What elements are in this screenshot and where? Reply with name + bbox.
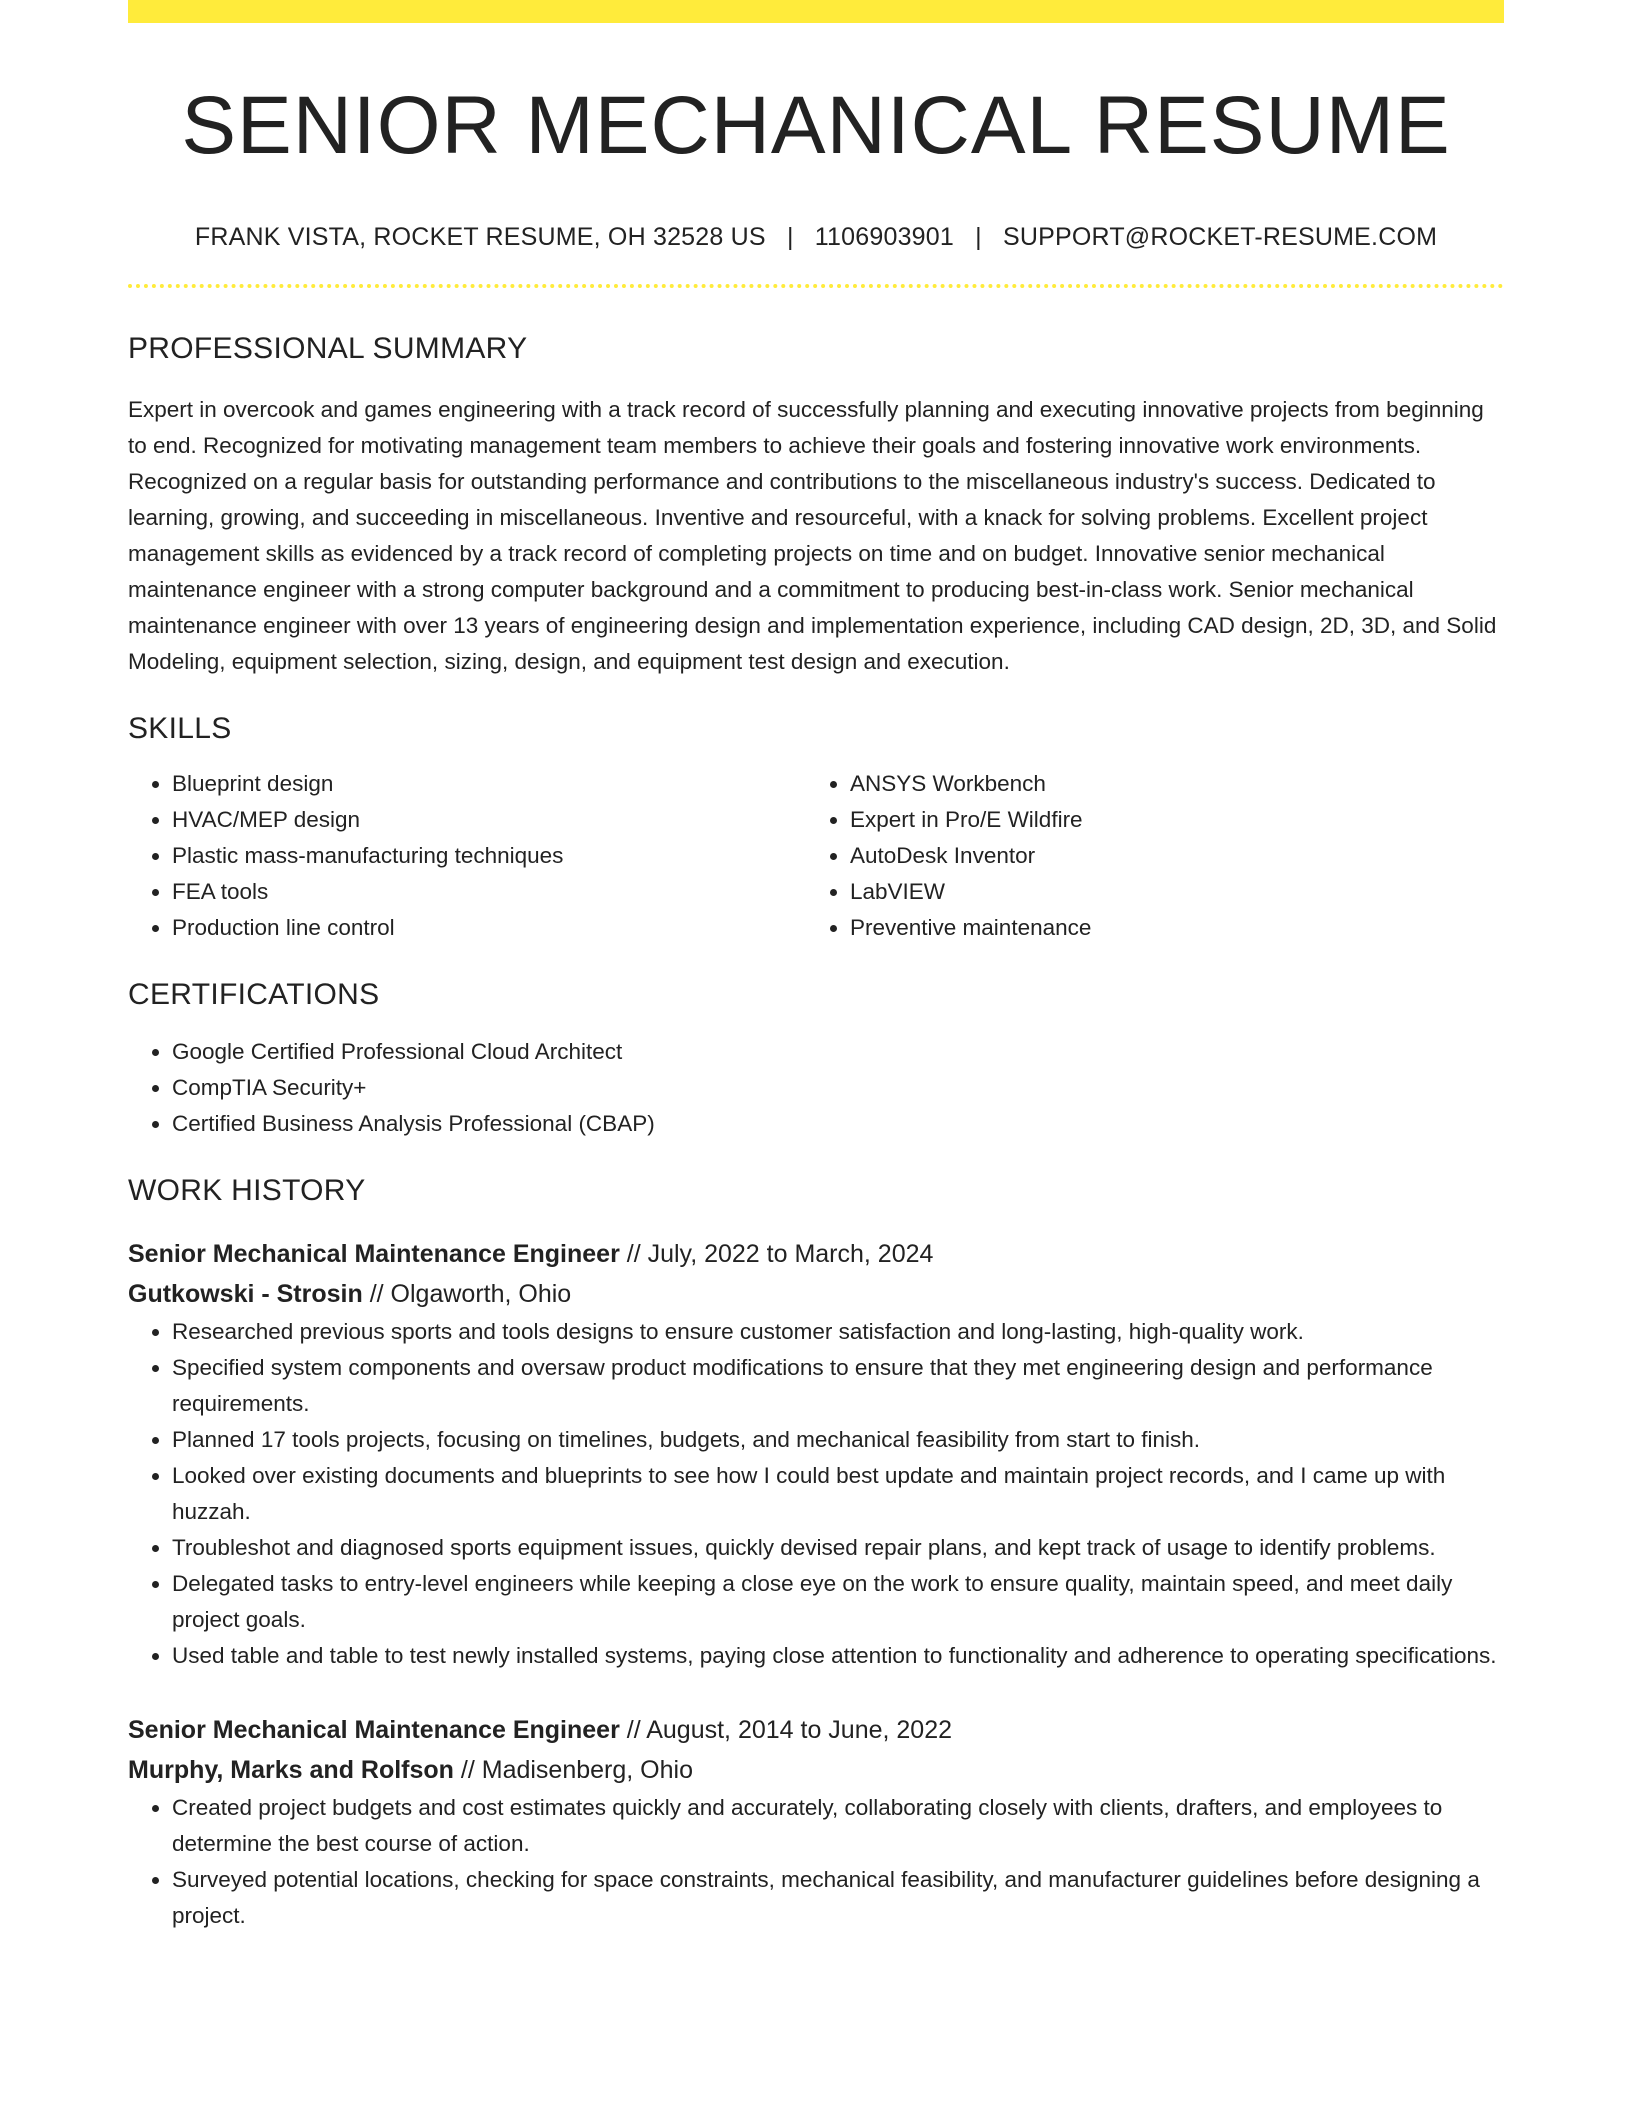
job-dates: // August, 2014 to June, 2022 [626, 1716, 953, 1745]
skill-item: • Blueprint design [172, 766, 806, 802]
skill-item: • Plastic mass-manufacturing techniques [172, 838, 806, 874]
job-entry [128, 1710, 1504, 1934]
resume-title: SENIOR MECHANICAL RESUME [181, 80, 1451, 171]
skills-list [128, 766, 1504, 946]
job-bullet: • Surveyed potential locations, checking for space constraints, mechanical feasibility, and manufacturer guidelines before designing a project. [172, 1862, 1504, 1934]
job-entry [128, 1234, 1504, 1674]
job-bullet: • Used table and table to test newly installed systems, paying close attention to functionality and adherence to operating specifications. [172, 1638, 1504, 1674]
skill-item: • LabVIEW [850, 874, 1484, 910]
skill-item: • HVAC/MEP design [172, 802, 806, 838]
job-bullet: • Specified system components and oversaw product modifications to ensure that they met engineering design and performance requirements. [172, 1350, 1504, 1422]
work-history-heading: WORK HISTORY [128, 1174, 366, 1208]
job-company: Gutkowski - Strosin [128, 1280, 363, 1309]
contact-address: FRANK VISTA, ROCKET RESUME, OH 32528 US [194, 223, 766, 252]
job-bullet: • Planned 17 tools projects, focusing on timelines, budgets, and mechanical feasibility from start to finish. [172, 1422, 1504, 1458]
job-title-line [128, 1234, 1504, 1274]
job-dates: // July, 2022 to March, 2024 [626, 1240, 934, 1269]
certification-item: • Google Certified Professional Cloud Architect [172, 1034, 1504, 1070]
contact-line [128, 223, 1504, 252]
job-title: Senior Mechanical Maintenance Engineer [128, 1716, 620, 1745]
job-title-line [128, 1710, 1504, 1750]
job-title: Senior Mechanical Maintenance Engineer [128, 1240, 620, 1269]
header-divider [128, 284, 1504, 288]
top-accent-bar [128, 0, 1504, 23]
certification-item: • CompTIA Security+ [172, 1070, 1504, 1106]
job-bullet: • Researched previous sports and tools designs to ensure customer satisfaction and long-lasting, high-quality work. [172, 1314, 1504, 1350]
contact-email: SUPPORT@ROCKET-RESUME.COM [1003, 223, 1438, 252]
skills-column-right [806, 766, 1484, 946]
job-bullet: • Created project budgets and cost estimates quickly and accurately, collaborating closely with clients, drafters, and employees to determine the best course of action. [172, 1790, 1504, 1862]
certifications-list [128, 1034, 1504, 1142]
skill-item: • ANSYS Workbench [850, 766, 1484, 802]
job-company-line [128, 1274, 1504, 1314]
job-location: // Madisenberg, Ohio [460, 1756, 693, 1785]
certifications-heading: CERTIFICATIONS [128, 978, 380, 1012]
job-bullet: • Looked over existing documents and blueprints to see how I could best update and maintain project records, and I came up with huzzah. [172, 1458, 1504, 1530]
summary-heading: PROFESSIONAL SUMMARY [128, 332, 528, 366]
job-bullets [128, 1314, 1504, 1674]
job-bullet: • Delegated tasks to entry-level engineers while keeping a close eye on the work to ensure quality, maintain speed, and meet daily project goals. [172, 1566, 1504, 1638]
certification-item: • Certified Business Analysis Professional (CBAP) [172, 1106, 1504, 1142]
contact-phone: 1106903901 [814, 223, 954, 252]
skills-column-left [128, 766, 806, 946]
skill-item: • Production line control [172, 910, 806, 946]
contact-separator: | [786, 223, 794, 252]
skill-item: • Preventive maintenance [850, 910, 1484, 946]
skills-heading: SKILLS [128, 712, 232, 746]
skill-item: • AutoDesk Inventor [850, 838, 1484, 874]
resume-page [128, 0, 1504, 1934]
skill-item: • FEA tools [172, 874, 806, 910]
job-company: Murphy, Marks and Rolfson [128, 1756, 454, 1785]
job-bullet: • Troubleshot and diagnosed sports equipment issues, quickly devised repair plans, and kept track of usage to identify problems. [172, 1530, 1504, 1566]
job-company-line [128, 1750, 1504, 1790]
job-bullets [128, 1790, 1504, 1934]
summary-text: Expert in overcook and games engineering with a track record of successfully planning and executing innovative projects from beginning to end. Recognized for motivating management team members to achieve their goals and fostering innovative work environments. Recognized on a regular basis for outstanding performance and contributions to the miscellaneous industry's success. Dedicated to learning, growing, and succeeding in miscellaneous. Inventive and resourceful, with a knack for solving problems. Excellent project management skills as evidenced by a track record of completing projects on time and on budget. Innovative senior mechanical maintenance engineer with a strong computer background and a commitment to producing best-in-class work. Senior mechanical maintenance engineer with over 13 years of engineering design and implementation experience, including CAD design, 2D, 3D, and Solid Modeling, equipment selection, sizing, design, and equipment test design and execution. [128, 397, 1497, 675]
job-location: // Olgaworth, Ohio [369, 1280, 572, 1309]
skill-item: • Expert in Pro/E Wildfire [850, 802, 1484, 838]
contact-separator: | [975, 223, 982, 252]
